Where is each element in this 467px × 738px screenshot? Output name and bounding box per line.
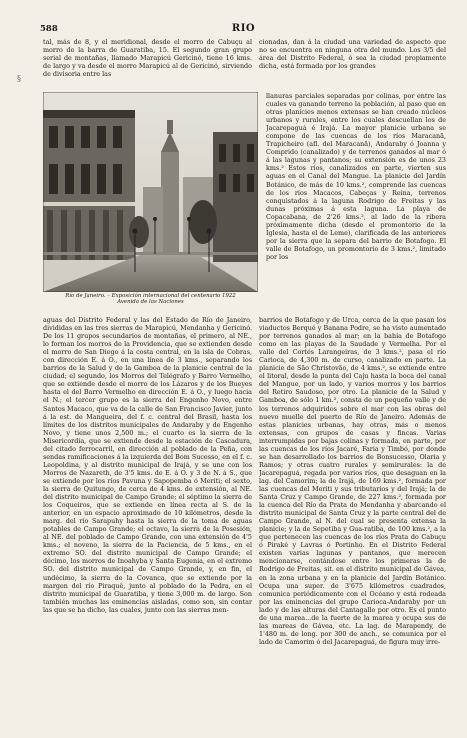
running-head: RIO	[231, 23, 256, 34]
text-block-top-right: cionadas, dan á la ciudad una variedad de aspecto que no se encuentra en ninguna otra del mundo. Los 3/5 del área del Distrito Federal, ó sea la ciudad propiamente dicha, está formada por los grandes	[259, 38, 446, 71]
page-header	[40, 24, 447, 38]
caption-line-1: Río de Janeiro. – Exposición internacional del centenario 1922	[65, 293, 236, 299]
margin-mark: §	[17, 74, 21, 83]
photo-caption	[43, 293, 258, 306]
page-number: 588	[40, 24, 58, 34]
caption-line-2: Avenida de las Naciones	[117, 299, 184, 306]
text-block-top-left: tal, más de 8, y el meridional, desde el morro de Cabuçu al morro de la barra de Guaratiba, 15. El segundo gran grupo serial de montañas, llamado Marapicú Gericinó, tiene 16 kms. de largo y va desde el morro Marapicú al de Gericinó, sirviendo de divisoria entre las	[43, 38, 252, 79]
text-block-right-lower: barrios de Botafogo y de Urca, cerca de la que pasan los viaductos Berqué y Banana Podre, se ha visto aumentado por terrenos ganados al mar; en la bahía de Botafogo como en las playas de la Saudade y Vermelha. Por el valle del Cortés Larangeiras, de 3 kms.², pasa el río Carioca, de 4,300 m. de curso, canalizado en parte. La planicie de São Christovão, de 4 kms.², se extiende entre el litoral, desde la punta del Caju hasta la boca del canal del Mangue, por un lado, y varios morros y los barrios del Retiro Saudoso, por otro. La planicie de la Salud y Gamboa, de sólo 1 km.², consta de un pequeño valle y de los terrenos adquiridos sobre el mar con las obras del nuevo muelle del puerto de Río de Janeiro. Además de estas planicies urbanas, hay otras, más o menos extensas, con grupos de casas y fincas. Varias interrumpidas por bajas colinas y formada, en parte, por las cuencas de los ríos Jacaré, Faria y Timbó, por donde se han desarrollado los barrios de Bonsucesso, Olaria y Ramos; y otras cuatro rurales y semirurales: la de Jacarepaguá, regada por varios ríos, que desaguan en la lag. del Camorim; la de Irajá, de 169 kms.², formada por las cuencas del Meriti y sus tributarios y del Irajá; la de Santa Cruz y Campo Grande, de 227 kms.², formada por la cuenca del Río da Prata do Mendanha y abarcando el distrito municipal de Santa Cruz y la parte central del de Campo Grande, al N. del cual se presenta extensa la planicie; y la de Sepetiba y Gua-ratiba, de 100 kms.², a la que pertenecen las cuencas de los ríos Prata do Cabuçu ó Piraké y Lavras ó Portinho. En el Distrito Federal existen varias lagunas y pantanos, que merecen mencionarse, contándose entre los primeras la de Rodrigo de Freitas, sit. en el distrito municipal de Gávea, en la zona urbana y en la planicie del Jardín Botánico. Ocupa una super. de 3'675 kilómetros cuadrados, comunica periódicamente con el Océano y está rodeada por las eminencias del grupo Carioca-Andaraby por un lado y de las alturas del Cantagallo por otro. Es el punto de una marea...de la fuerte de la marea y ocupa sus de las mareas de Gávea, etc. La lag. de Marapendy, de 1'480 m. de long. por 300 de anch., se comunica por el lado de Camorim ó del Jacarepaguá, de figura muy irre-	[259, 316, 446, 646]
text-block-left-column: aguas del Distrito Federal y las del Estado de Río de Janeiro, divididas en las tres sierras de Marapicú, Mendanha y Gericinó. De los 11 grupos secundarios de montañas, el primero, al NE., lo forman los morros de la Providencia, que se extienden desde el morro de San Diego á la costa central, en la isla de Cobras, con dirección E. á O., en una línea de 3 kms., separando los barrios de la Salud y de la Gamboa de la planicie central de la ciudad; el segundo, los Morros del Telégrafo y Barro Vermelho, que se extiende desde el morro de los Lázaros y de los Bueyes hasta el del Barro Vermelho en dirección E. á O., y luego hacia el N.; el tercer grupo es la sierra del Engenho Novo, entre Santos Macaco, que va de la calle de San Francisco Javier, junto á la est. de Mangueira, del f. c. central del Brasil, hasta los límites de los distritos municipales de Andaraby y de Engenho Novo, y tiene unos 2,500 m.; el cuarto es la sierra de la Misericordia, que se extiende desde la estación de Cascadura, del citado ferrocarril, en dirección al poblado de la Peña, con sendas ramificaciones á la izquierda del Bom Sucesso, en el f. c. Leopoldina, y al distrito municipal de Irajá, y se une con los Morros de Nazareth, de 3'5 kms. de E. á O. y 3 de N. á S., que se extiende por los ríos Pavuna y Sapopemba ó Meriti; el sexto, la sierra de Quitungo, de cerca de 4 kms. de extensión, al NE. del distrito municipal de Campo Grande; el séptimo la sierra de los Coqueiros, que se extiende en línea recta al S. de la anterior, en un espacio aproximado de 10 kilómetros, desde la marg. del río Sarapuhy hasta la sierra de la toma de aguas potables de Campo Grande; el octavo, la sierra de la Posesión, al NE. del poblado de Campo Grande, con una extensión de 4'5 kms.; el noveno, la sierra de la Paciencia, de 5 kms., en el extremo SO. del distrito municipal de Campo Grande; el décimo, los morros de Inoahyba y Santa Eugenia, en el extremo SO. del distrito municipal de Campo Grande, y, en fin, el undécimo, la sierra de la Covanca, que se extiende por la margen del río Piraquê, junto al poblado de la Pedra, en el distrito municipal de Guaratiba, y tiene 3,000 m. de largo. Son también muchas las eminencias aisladas, como son, sin contar las que se ha dicho, las cuales, junto con las sierras men-	[43, 316, 252, 614]
exposition-photo	[43, 92, 258, 292]
photo-figure	[43, 92, 258, 309]
text-block-right-column: llanuras parciales separadas por colinas, por entre las cuales va ganando terreno la población, al paso que en otras planicies menos extensas se han creado núcleos urbanos y rurales, entre los cuales descuellan los de Jacarepaguá é Irajá. La mayor planicie urbana se compone de las cuencas de los ríos Maracanã, Trapicheiro (afl. del Maracanã), Andaraby ó Joanna y Comprido (canalizado) y de terrenos ganados al mar ó á las lagunas y pantanos; su extensión es de unos 23 kms.² Estos ríos, canalizados en parte, vierten sus aguas en el Canal del Mangue. La planicie del Jardín Botánico, de más de 10 kms.², comprende las cuencas de los ríos Macacos, Cabeças y Reina, terrenos conquistados á la laguna Rodrigo de Freitas y las dunas próximas á esta laguna. La playa de Copacabana, de 2'26 kms.², al lado de la ribera próximamente dicha (desde el promontorio de la Iglesia, hasta el de Leme), clarificada de las anteriores por la sierra que la separa del barrio de Botafogo. El valle de Botafogo, un promontorio de 3 kms.², limitado por los	[266, 92, 446, 261]
